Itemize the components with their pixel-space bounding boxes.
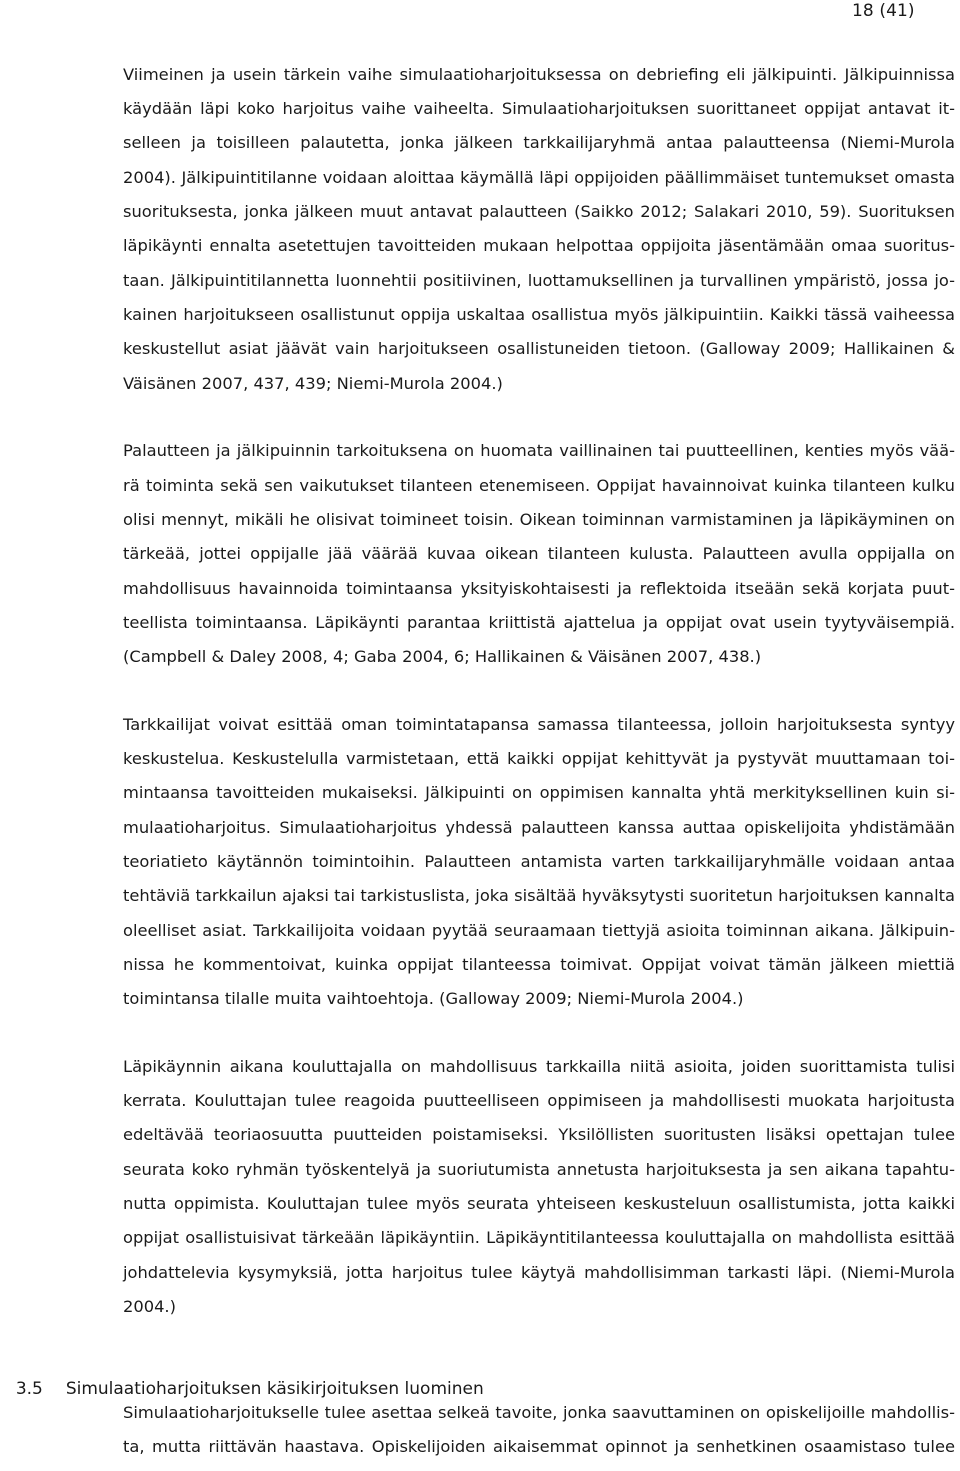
text-line: suorituksesta, jonka jälkeen muut antavat palautteen (Saikko 2012; Salakari 2010, 59). Suorituksen	[123, 202, 955, 221]
text-line: mintaansa tavoitteiden mukaiseksi. Jälkipuinti on oppimisen kannalta yhtä merkityksellinen kuin si-	[123, 783, 955, 802]
text-line: taan. Jälkipuintitilannetta luonnehtii positiivinen, luottamuksellinen ja turvallinen ympäristö, jossa jo-	[123, 271, 955, 290]
text-line: edeltävää teoriaosuutta puutteiden poistamiseksi. Yksilöllisten suoritusten lisäksi opettajan tulee	[123, 1125, 955, 1144]
page-number: 18 (41)	[852, 1, 915, 21]
text-line: Viimeinen ja usein tärkein vaihe simulaatioharjoituksessa on debriefing eli jälkipuinti. Jälkipuinnissa	[123, 65, 955, 84]
text-line: keskustelua. Keskustelulla varmistetaan, että kaikki oppijat kehittyvät ja pystyvät muuttamaan toi-	[123, 749, 955, 768]
text-line: kerrata. Kouluttajan tulee reagoida puutteelliseen oppimiseen ja mahdollisesti muokata harjoitusta	[123, 1091, 955, 1110]
text-line: Palautteen ja jälkipuinnin tarkoituksena on huomata vaillinainen tai puutteellinen, kenties myös vää-	[123, 441, 955, 460]
text-line: tehtäviä tarkkailun ajaksi tai tarkistuslista, joka sisältää hyväksytysti suoritetun harjoituksen kannalta	[123, 886, 955, 905]
text-line: 2004). Jälkipuintitilanne voidaan aloittaa käymällä läpi oppijoiden päällimmäiset tuntemukset omasta	[123, 168, 955, 187]
text-line: rä toiminta sekä sen vaikutukset tilanteen etenemiseen. Oppijat havainnoivat kuinka tilanteen kulku	[123, 476, 955, 495]
text-line: (Campbell & Daley 2008, 4; Gaba 2004, 6; Hallikainen & Väisänen 2007, 438.)	[123, 647, 762, 666]
text-line: olisi mennyt, mikäli he olisivat toimineet toisin. Oikean toiminnan varmistaminen ja läpikäyminen on	[123, 510, 955, 529]
text-line: kainen harjoitukseen osallistunut oppija uskaltaa osallistua myös jälkipuintiin. Kaikki tässä vaiheessa	[123, 305, 955, 324]
text-line: Väisänen 2007, 437, 439; Niemi-Murola 2004.)	[123, 374, 503, 393]
text-line: oleelliset asiat. Tarkkailijoita voidaan pyytää seuraamaan tiettyjä asioita toiminnan aikana. Jälkipuin-	[123, 921, 955, 940]
text-line: seurata koko ryhmän työskentelyä ja suoriutumista annetusta harjoituksesta ja sen aikana tapahtu-	[123, 1160, 955, 1179]
text-line: teoriatieto käytännön toimintoihin. Palautteen antamista varten tarkkailijaryhmälle voidaan antaa	[123, 852, 955, 871]
text-line: Tarkkailijat voivat esittää oman toimintatapansa samassa tilanteessa, jolloin harjoituksesta syntyy	[123, 715, 955, 734]
text-line: toimintansa tilalle muita vaihtoehtoja. (Galloway 2009; Niemi-Murola 2004.)	[123, 989, 744, 1008]
text-line: mahdollisuus havainnoida toimintaansa yksityiskohtaisesti ja reflektoida itseään sekä korjata puut-	[123, 579, 955, 598]
text-line: johdattelevia kysymyksiä, jotta harjoitus tulee käytyä mahdollisimman tarkasti läpi. (Niemi-Murola	[123, 1263, 955, 1282]
section-title: Simulaatioharjoituksen käsikirjoituksen luominen	[65, 1379, 484, 1399]
text-line: keskustellut asiat jäävät vain harjoitukseen osallistuneiden tietoon. (Galloway 2009; Hallikainen &	[123, 339, 955, 358]
section-number: 3.5	[15, 1379, 43, 1399]
text-line: ta, mutta riittävän haastava. Opiskelijoiden aikaisemmat opinnot ja senhetkinen osaamistaso tulee	[123, 1437, 955, 1456]
text-line: 2004.)	[123, 1297, 176, 1316]
text-line: nutta oppimista. Kouluttajan tulee myös seurata yhteiseen keskusteluun osallistumista, jotta kaikki	[123, 1194, 955, 1213]
text-line: nissa he kommentoivat, kuinka oppijat tilanteessa toimivat. Oppijat voivat tämän jälkeen miettiä	[123, 955, 955, 974]
text-line: teellista toimintaansa. Läpikäynti parantaa kriittistä ajattelua ja oppijat ovat usein tyytyväisempiä.	[123, 613, 955, 632]
text-line: selleen ja toisilleen palautetta, jonka jälkeen tarkkailijaryhmä antaa palautteensa (Niemi-Murola	[123, 133, 955, 152]
text-line: oppijat osallistuisivat tärkeään läpikäyntiin. Läpikäyntitilanteessa kouluttajalla on mahdollista esittää	[123, 1228, 955, 1247]
text-line: mulaatioharjoitus. Simulaatioharjoitus yhdessä palautteen kanssa auttaa opiskelijoita yhdistämään	[123, 818, 955, 837]
text-line: käydään läpi koko harjoitus vaihe vaiheelta. Simulaatioharjoituksen suorittaneet oppijat antavat it-	[123, 99, 955, 118]
text-line: Läpikäynnin aikana kouluttajalla on mahdollisuus tarkkailla niitä asioita, joiden suorittamista tulisi	[123, 1057, 955, 1076]
text-line: tärkeää, jottei oppijalle jää väärää kuvaa oikean tilanteen kulusta. Palautteen avulla oppijalla on	[123, 544, 955, 563]
text-line: läpikäynti ennalta asetettujen tavoitteiden mukaan helpottaa oppijoita jäsentämään omaa suoritus-	[123, 236, 955, 255]
text-line: Simulaatioharjoitukselle tulee asettaa selkeä tavoite, jonka saavuttaminen on opiskelijoille mahdollis-	[123, 1403, 955, 1422]
section-heading	[5, 1356, 484, 1400]
